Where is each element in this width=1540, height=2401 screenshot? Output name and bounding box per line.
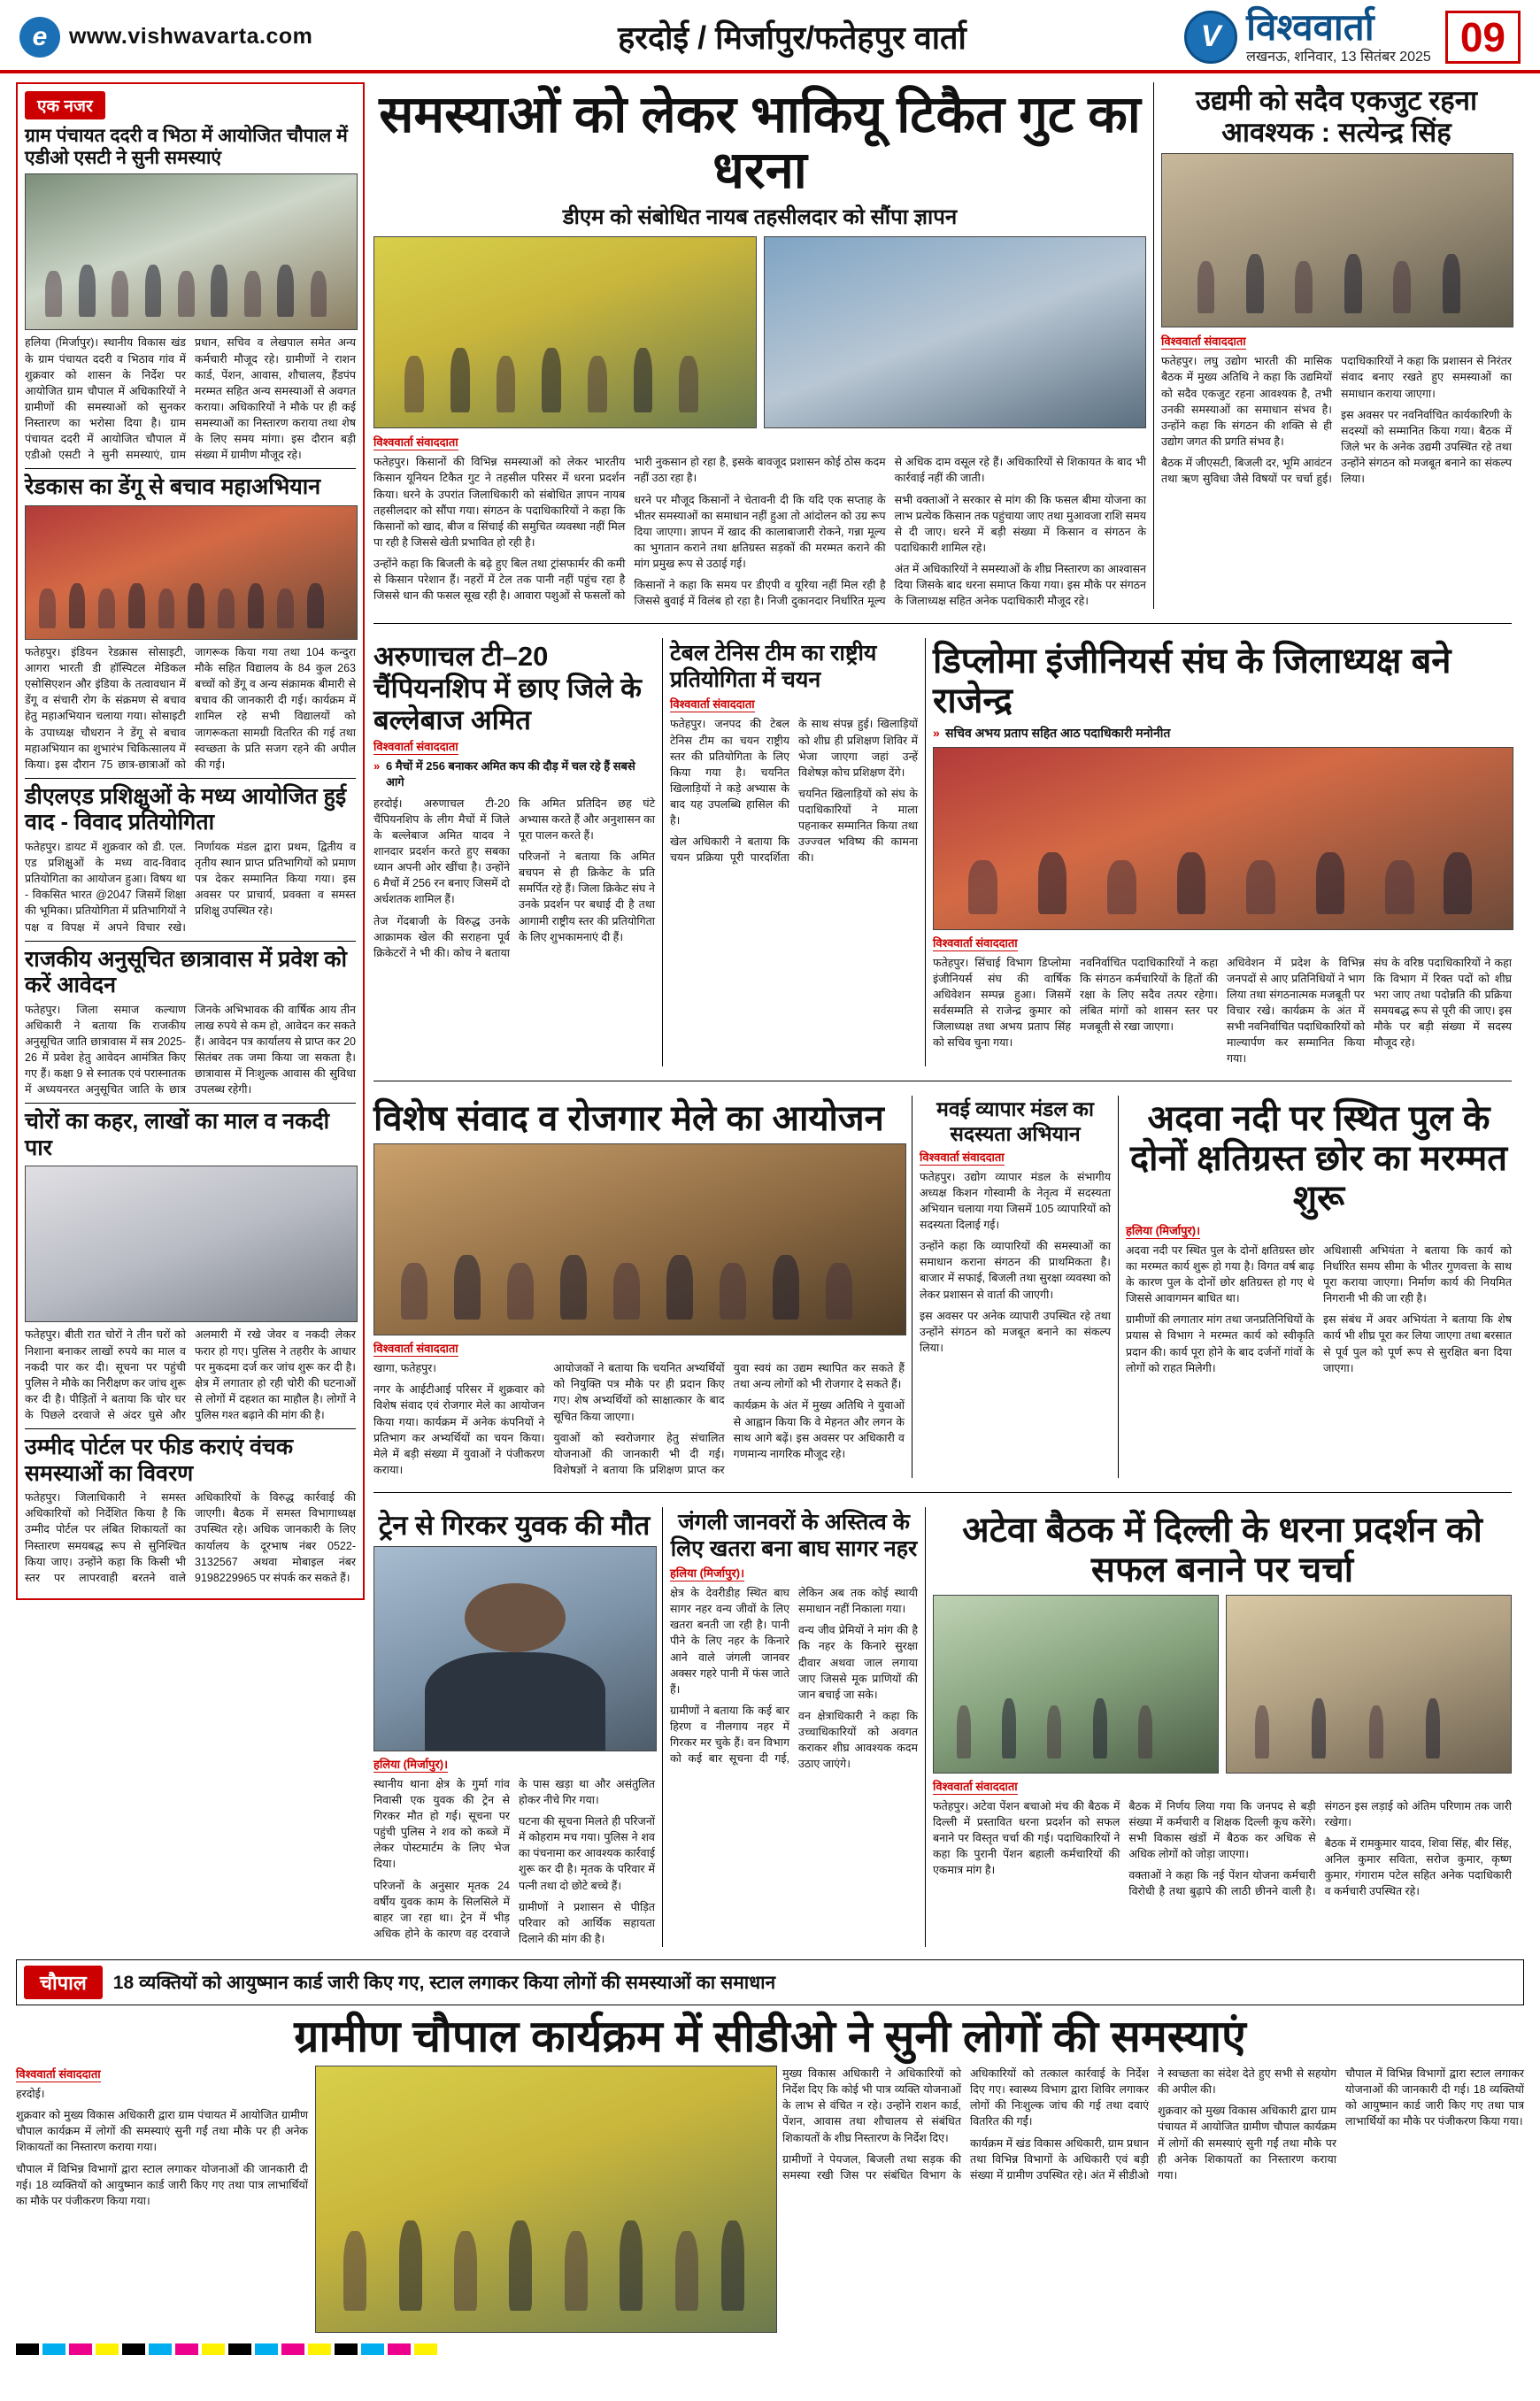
lead-story: [373, 82, 1146, 609]
divider: [25, 778, 356, 779]
chaupal-content: [16, 2066, 1524, 2333]
adwa-story: [1118, 1096, 1512, 1478]
wild-para: ग्रामीणों ने बताया कि कई बार हिरण व नीलगाय नहर में गिरकर मर चुके हैं। वन विभाग को कई बार सूचना दी गई, लेकिन अब तक कोई स्थायी समाधान नहीं निकाला गया।: [670, 1587, 918, 1766]
chaupal-headline: ग्रामीण चौपाल कार्यक्रम में सीडीओ ने सुनी लोगों की समस्याएं: [294, 2012, 1246, 2061]
photo-figures: [316, 2066, 776, 2332]
chaupal-para: चौपाल में विभिन्न विभागों द्वारा स्टाल लगाकर योजनाओं की जानकारी दी गई। 18 व्यक्तियों को आयुष्मान कार्ड जारी किए गए तथा पात्र लाभार्थियों का मौके पर पंजीकरण किया गया।: [16, 2162, 308, 2207]
table-tennis-story: [662, 638, 918, 1066]
special-dialogue-headline: विशेष संवाद व रोजगार मेले का आयोजन: [373, 1099, 884, 1139]
chaupal-para: कार्यक्रम में खंड विकास अधिकारी, ग्राम प्रधान तथा विभिन्न विभागों के अधिकारी एवं बड़ी संख्या में ग्रामीण उपस्थित रहे। अंत में सीडीओ ने स्वच्छता का संदेश देते हुए सभी से सहयोग की अपील की।: [970, 2067, 1336, 2182]
article-photo-diploma: [933, 747, 1513, 930]
mawai-body: [920, 1169, 1111, 1356]
chaupal-tag: चौपाल: [24, 1966, 103, 1999]
table-tennis-headline: टेबल टेनिस टीम का राष्ट्रीय प्रतियोगिता में चयन: [670, 641, 877, 692]
arunachal-para: तेज गेंदबाजी के विरुद्ध उनके आक्रामक खेल की सराहना पूर्व क्रिकेटरों ने भी की। कोच ने बताया कि अमित प्रतिदिन छह घंटे अभ्यास करते हैं और अनुशासन का पूरा पालन करते हैं।: [373, 796, 655, 959]
theft-body: फतेहपुर। बीती रात चोरों ने तीन घरों को निशाना बनाकर लाखों रुपये का माल व नकदी पार कर दी। सूचना पर पहुंची पुलिस ने मौके का निरीक्षण कर जांच शुरू कर दी है। पीड़ितों ने बताया कि चोर घर के पिछले दरवाजे से अंदर घुसे और अलमारी में रखे जेवर व नकदी लेकर फरार हो गए। पुलिस ने तहरीर के आधार पर मुकदमा दर्ज कर जांच शुरू कर दी है। क्षेत्र में लगातार हो रही चोरी की घटनाओं से लोगों में दहशत का माहौल है। लोगों ने पुलिस गश्त बढ़ाने की मांग की है।: [25, 1328, 356, 1421]
chaupal-para: चौपाल में विभिन्न विभागों द्वारा स्टाल लगाकर योजनाओं की जानकारी दी गई। 18 व्यक्तियों को आयुष्मान कार्ड जारी किए गए तथा पात्र लाभार्थियों का मौके पर पंजीकरण किया गया।: [1345, 2067, 1524, 2128]
brand: [1184, 6, 1431, 65]
divider: [25, 468, 356, 469]
article-photo-dharna-1: [373, 236, 757, 428]
ek-nazar-tag: एक नजर: [25, 91, 105, 119]
article-photo-udyami: [1161, 153, 1513, 327]
edition-line: हरदोई / मिर्जापुर/फतेहपुर वार्ता: [618, 19, 966, 56]
scholarship-headline: राजकीय अनुसूचित छात्रावास में प्रवेश को करें आवेदन: [25, 946, 347, 998]
arunachal-para: परिजनों ने बताया कि अमित बचपन से ही क्रिकेट के प्रति समर्पित रहे हैं। जिला क्रिकेट संघ ने उनके प्रदर्शन पर बधाई दी है तथा आगामी राष्ट्रीय स्तर की प्रतियोगिता के लिए शुभकामनाएं दी हैं।: [519, 850, 655, 943]
divider: [25, 941, 356, 942]
lead-para: किसानों ने कहा कि समय पर डीएपी व यूरिया नहीं मिल रही है जिससे बुवाई में विलंब हो रहा है। निजी दुकानदार निर्धारित मूल्य से अधिक दाम वसूल रहे हैं। अधिकारियों से शिकायत के बाद भी कार्रवाई नहीं की जाती।: [634, 456, 1146, 608]
chaupal-bar: [16, 1959, 1524, 2005]
cmyk-swatch: [388, 2343, 411, 2355]
mawai-para: फतेहपुर। उद्योग व्यापार मंडल के संभागीय अध्यक्ष किशन गोस्वामी के नेतृत्व में सदस्यता अभियान चलाया गया जिसमें 105 व्यापारियों को सदस्यता दिलाई गई।: [920, 1170, 1111, 1231]
page-number: 09: [1445, 11, 1521, 64]
sd-para: कार्यक्रम के अंत में मुख्य अतिथि ने युवाओं से आह्वान किया कि वे मेहनत और लगन के साथ आगे बढ़ें। इस अवसर पर अधिकारी व गणमान्य नागरिक मौजूद रहे।: [733, 1399, 905, 1460]
wild-story: [662, 1507, 918, 1947]
ateva-byline: विश्ववार्ता संवाददाता: [933, 1779, 1018, 1793]
lead-text: [373, 434, 1146, 609]
train-para: ग्रामीणों ने प्रशासन से पीड़ित परिवार को आर्थिक सहायता दिलाने की मांग की है।: [519, 1900, 655, 1945]
article-photo-chaupal-main: [315, 2066, 777, 2333]
wild-para: वन्य जीव प्रेमियों ने मांग की है कि नहर के किनारे सुरक्षा दीवार अथवा जाल लगाया जाए जिससे मूक प्राणियों की जान बचाई जा सके।: [798, 1624, 918, 1701]
udyami-para: फतेहपुर। लघु उद्योग भारती की मासिक बैठक में मुख्य अतिथि ने कहा कि उद्यमियों को सदैव एकजुट रहना आवश्यक है, तभी उनकी समस्याओं का समाधान संभव है। उन्होंने कहा कि संगठन की शक्ति से ही उद्योग जगत की प्रगति संभव है।: [1161, 355, 1332, 448]
chaupal-body: [782, 2066, 1524, 2183]
diploma-bullet: » सचिव अभय प्रताप सहित आठ पदाधिकारी मनोनीत: [933, 725, 1512, 743]
article-photo-dharna-2: [764, 236, 1147, 428]
wild-headline: जंगली जानवरों के अस्तित्व के लिए खतरा बना बाघ सागर नहर: [670, 1510, 918, 1561]
scholarship-body: फतेहपुर। जिला समाज कल्याण अधिकारी ने बताया कि राजकीय अनुसूचित जाति छात्रावास में सत्र 2025-26 में प्रवेश हेतु आवेदन आमंत्रित किए गए हैं। कक्षा 9 से स्नातक एवं परास्नातक में अध्ययनरत अनुसूचित जाति के छात्र जिनके अभिभावक की वार्षिक आय तीन लाख रुपये से कम हो, आवेदन कर सकते हैं। आवेदन पत्र कार्यालय से प्राप्त कर 20 सितंबर तक जमा किया जा सकता है। छात्रावास में निःशुल्क आवास की सुविधा उपलब्ध रहेगी।: [25, 1003, 356, 1097]
masthead-center: [480, 9, 1105, 65]
photo-figures: [374, 237, 756, 427]
lead-photos: [373, 236, 1146, 428]
divider: [373, 623, 1512, 624]
arunachal-para: हरदोई। अरुणाचल टी-20 चैंपियनशिप के लीग मैचों में जिले के बल्लेबाज अमित यादव ने शानदार प्रदर्शन करते हुए सबका ध्यान अपनी ओर खींचा है। उन्होंने 6 मैचों में 256 रन बनाए जिसमें दो अर्धशतक शामिल हैं।: [373, 796, 510, 906]
udyami-body: [1161, 353, 1512, 489]
cmyk-swatch: [308, 2343, 331, 2355]
arunachal-headline: अरुणाचल टी–20 चैंपियनशिप में छाए जिले के बल्लेबाज अमित: [373, 641, 642, 735]
sd-para: युवाओं को स्वरोजगार हेतु संचालित योजनाओं की जानकारी भी दी गई। विशेषज्ञों ने बताया कि प्रशिक्षण प्राप्त कर युवा स्वयं का उद्यम स्थापित कर सकते हैं तथा अन्य लोगों को भी रोजगार दे सकते हैं।: [553, 1362, 905, 1476]
dlead-body: फतेहपुर। डायट में शुक्रवार को डी. एल. एड प्रशिक्षुओं के मध्य वाद-विवाद प्रतियोगिता का आयोजन हुआ। विषय था - विकसित भारत @2047 जिसमें शिक्षा की भूमिका। प्रतियोगिता में प्रतिभागियों ने पक्ष व विपक्ष में अपने विचार रखे। निर्णायक मंडल द्वारा प्रथम, द्वितीय व तृतीय स्थान प्राप्त प्रतिभागियों को प्रमाण पत्र देकर सम्मानित किया गया। इस अवसर पर प्राचार्य, प्रवक्ता व समस्त प्रशिक्षु उपस्थित रहे।: [25, 840, 356, 934]
sd-para: आयोजकों ने बताया कि चयनित अभ्यर्थियों को नियुक्ति पत्र मौके पर ही प्रदान किए गए। शेष अभ्यर्थियों को साक्षात्कार के बाद सूचित किया जाएगा।: [553, 1362, 725, 1423]
lead-headline: समस्याओं को लेकर भाकियू टिकैत गुट का धरना: [379, 86, 1141, 199]
theft-headline: चोरों का कहर, लाखों का माल व नकदी पार: [25, 1109, 330, 1160]
sd-dateline: खागा, फतेहपुर।: [373, 1362, 437, 1375]
special-dialogue-byline: विश्ववार्ता संवाददाता: [373, 1342, 458, 1356]
mawai-para: इस अवसर पर अनेक व्यापारी उपस्थित रहे तथा उन्होंने संगठन को मजबूत बनाने का संकल्प लिया।: [920, 1309, 1111, 1354]
ateva-para: बैठक में रामकुमार यादव, शिवा सिंह, बीर सिंह, अनिल कुमार सविता, सरोज कुमार, कृष्ण कुमार, गंगाराम पटेल सहित अनेक पदाधिकारी व कर्मचारी उपस्थित रहे।: [1324, 1836, 1512, 1898]
portrait-face: [465, 1583, 566, 1652]
cmyk-swatch: [281, 2343, 304, 2355]
adwa-body: [1126, 1243, 1512, 1381]
train-headline: ट्रेन से गिरकर युवक की मौत: [378, 1510, 651, 1542]
adwa-para: अदवा नदी पर स्थित पुल के दोनों क्षतिग्रस्त छोर का मरम्मत कार्य शुरू हो गया है। विगत वर्ष बाढ़ के कारण पुल के दोनों छोर क्षतिग्रस्त हो गए थे जिससे आवागमन बाधित था।: [1126, 1243, 1314, 1305]
arunachal-bullet: » 6 मैचों में 256 बनाकर अमित कप की दौड़ में चल रहे हैं सबसे आगे: [373, 758, 655, 790]
site-url[interactable]: www.vishwavarta.com: [69, 24, 313, 49]
udyami-para: इस अवसर पर नवनिर्वाचित कार्यकारिणी के सदस्यों को सम्मानित किया गया। बैठक में जिले भर के अनेक उद्यमी उपस्थित रहे तथा उन्होंने संगठन को मजबूत बनाने का संकल्प लिया।: [1341, 408, 1512, 486]
lead-para: फतेहपुर। किसानों की विभिन्न समस्याओं को लेकर भारतीय किसान यूनियन टिकैत गुट ने तहसील परिसर में धरना प्रदर्शन किया। धरने के उपरांत जिलाधिकारी को संबोधित ज्ञापन नायब तहसीलदार को सौंपा गया। संगठन के पदाधिकारियों ने कहा कि किसानों को खाद, बीज व सिंचाई की समुचित व्यवस्था नहीं मिल पा रही है जिससे खेती प्रभावित हो रही है।: [373, 456, 626, 549]
photo-figures: [374, 1144, 905, 1335]
table-tennis-byline: विश्ववार्ता संवाददाता: [670, 697, 755, 712]
mawai-story: [912, 1096, 1111, 1478]
cmyk-swatch: [414, 2343, 437, 2355]
cmyk-swatch: [255, 2343, 278, 2355]
main-column: [373, 82, 1512, 1947]
photo-figures: [1227, 1596, 1511, 1773]
article-photo-dengue: [25, 505, 358, 640]
arunachal-story: [373, 638, 655, 1066]
divider: [25, 1428, 356, 1429]
ayushman-body: फतेहपुर। जिलाधिकारी ने समस्त अधिकारियों को निर्देशित किया है कि उम्मीद पोर्टल पर लंबित शिकायतों का निस्तारण समयबद्ध रूप से सुनिश्चित किया जाए। उन्होंने कहा कि किसी भी स्तर पर लापरवाही बरतने वाले अधिकारियों के विरुद्ध कार्रवाई की जाएगी। बैठक में समस्त विभागाध्यक्ष उपस्थित रहे। अधिक जानकारी के लिए कार्यालय के दूरभाष नंबर 0522-3132567 अथवा मोबाइल नंबर 9198229965 पर संपर्क कर सकते हैं।: [25, 1491, 356, 1584]
train-byline: हलिया (मिर्जापुर)।: [373, 1757, 449, 1771]
fourth-band: [373, 1507, 1512, 1947]
diploma-para: संघ के वरिष्ठ पदाधिकारियों ने कहा कि विभाग में रिक्त पदों को शीघ्र भरा जाए तथा पदोन्नति की प्रक्रिया समयबद्ध रूप से पूरी की जाए। इस मौके पर बड़ी संख्या में सदस्य मौजूद रहे।: [1374, 956, 1512, 1050]
top-section: [373, 82, 1512, 609]
ek-nazar-box: [16, 82, 365, 1600]
cmyk-swatch: [361, 2343, 384, 2355]
ek-nazar-body: हलिया (मिर्जापुर)। स्थानीय विकास खंड के ग्राम पंचायत ददरी व भिठाव गांव में शुक्रवार को शासन के निर्देश पर आयोजित ग्राम चौपाल में अधिकारियों ने ग्रामीणों की समस्याओं को सुनकर निस्तारण का भरोसा दिया है। ग्राम पंचायत ददरी में आयोजित चौपाल में एडीओ एसटी ने सुनी समस्याएं, ग्राम प्रधान, सचिव व लेखपाल समेत अन्य कर्मचारी मौजूद रहे। ग्रामीणों ने राशन कार्ड, पेंशन, आवास, शौचालय, हैंडपंप मरम्मत सहित अन्य समस्याओं से अवगत कराया। अधिकारियों ने मौके पर ही कई समस्याओं का निस्तारण कराया तथा शेष के लिए समय मांगा। इस दौरान बड़ी संख्या में ग्रामीण मौजूद रहे।: [25, 336, 356, 462]
photo-figures: [934, 748, 1513, 929]
tt-para: चयनित खिलाड़ियों को संघ के पदाधिकारियों ने माला पहनाकर सम्मानित किया तथा उज्ज्वल भविष्य की कामना की।: [798, 787, 918, 865]
diploma-para: अधिवेशन में प्रदेश के विभिन्न जनपदों से आए प्रतिनिधियों ने भाग लिया तथा संगठनात्मक मजबूती पर विचार रखे। कार्यक्रम के अंत में सभी नवनिर्वाचित पदाधिकारियों को माल्यार्पण कर सम्मानित किया गया।: [1227, 956, 1365, 1066]
masthead-left: [19, 9, 480, 65]
cmyk-swatch: [122, 2343, 145, 2355]
dengue-headline: रेडकास का डेंगू से बचाव महाअभियान: [25, 474, 321, 500]
udyami-para: बैठक में जीएसटी, बिजली दर, भूमि आवंटन तथा ऋण सुविधा जैसे विषयों पर चर्चा हुई। पदाधिकारियों ने कहा कि प्रशासन से निरंतर संवाद बनाए रखते हुए समस्याओं का समाधान कराया जाएगा।: [1161, 355, 1512, 486]
cmyk-registration-strip: [0, 2338, 1540, 2366]
cmyk-swatch: [202, 2343, 225, 2355]
adwa-para: इस संबंध में अवर अभियंता ने बताया कि शेष कार्य भी शीघ्र पूरा कर लिया जाएगा तथा बरसात से पूर्व पुल को पूर्ण रूप से सुरक्षित बना दिया जाएगा।: [1323, 1313, 1512, 1374]
diploma-body: [933, 955, 1512, 1067]
chaupal-byline: विश्ववार्ता संवाददाता: [16, 2067, 101, 2081]
adwa-byline: हलिया (मिर्जापुर)।: [1126, 1223, 1201, 1237]
cmyk-swatch: [335, 2343, 358, 2355]
mawai-headline: मवई व्यापार मंडल का सदस्यता अभियान: [936, 1097, 1094, 1146]
diploma-para: नवनिर्वाचित पदाधिकारियों ने कहा कि संगठन कर्मचारियों के हितों की रक्षा के लिए सदैव तत्पर रहेगा। लंबित मांगों को शासन स्तर पर मजबूती से रखा जाएगा।: [1080, 956, 1218, 1034]
photo-figures: [26, 506, 357, 639]
lead-byline: विश्ववार्ता संवाददाता: [373, 435, 458, 450]
train-story: [373, 1507, 655, 1947]
diploma-para: फतेहपुर। सिंचाई विभाग डिप्लोमा इंजीनियर्स संघ की वार्षिक अधिवेशन सम्पन्न हुआ। जिसमें सर्वसम्मति से राजेन्द्र कुमार को जिलाध्यक्ष तथा अभय प्रताप सिंह को सचिव चुना गया।: [933, 956, 1071, 1050]
special-dialogue-story: [373, 1096, 905, 1478]
arunachal-body: [373, 796, 655, 961]
table-tennis-body: [670, 716, 918, 868]
brand-text: [1246, 6, 1431, 65]
train-body: [373, 1776, 655, 1947]
epaper-logo-icon: e: [19, 17, 60, 58]
page-content: [0, 73, 1540, 1959]
article-photo-ateva-1: [933, 1595, 1219, 1774]
ek-nazar-intro: ग्राम पंचायत ददरी व भिठा में आयोजित चौपाल में एडीओ एसटी ने सुनी समस्याएं: [25, 126, 348, 169]
chaupal-dateline: हरदोई।: [16, 2088, 45, 2100]
train-para: स्थानीय थाना क्षेत्र के गुर्मा गांव निवासी एक युवक की ट्रेन से गिरकर मौत हो गई। सूचना पर पहुंची पुलिस ने शव को कब्जे में लेकर पोस्टमार्टम के लिए भेज दिया।: [373, 1777, 510, 1871]
photo-figures: [934, 1596, 1218, 1773]
masthead: [0, 0, 1540, 73]
mawai-para: उन्होंने कहा कि व्यापारियों की समस्याओं का समाधान कराना संगठन की प्राथमिकता है। बाजार में सफाई, बिजली तथा सुरक्षा व्यवस्था को लेकर प्रशासन से वार्ता की जाएगी।: [920, 1240, 1111, 1301]
dlead-headline: डीएलएड प्रशिक्षुओं के मध्य आयोजित हुई वाद - विवाद प्रतियोगिता: [25, 783, 347, 835]
ateva-para: वक्ताओं ने कहा कि नई पेंशन योजना कर्मचारी विरोधी है तथा बुढ़ापे की लाठी छीनने वाली है। संगठन इस लड़ाई को अंतिम परिणाम तक जारी रखेगा।: [1128, 1799, 1512, 1898]
lead-body: [373, 454, 1146, 609]
adwa-para: अधिशासी अभियंता ने बताया कि कार्य को निर्धारित समय सीमा के भीतर गुणवत्ता के साथ पूरा कराया जाएगा। निर्माण कार्य की नियमित निगरानी भी की जा रही है।: [1323, 1243, 1512, 1305]
diploma-byline: विश्ववार्ता संवाददाता: [933, 935, 1018, 950]
lead-para: धरने पर मौजूद किसानों ने चेतावनी दी कि यदि एक सप्ताह के भीतर समस्याओं का समाधान नहीं हुआ तो आंदोलन को उग्र रूप दिया जाएगा। ज्ञापन में खाद की कालाबाजारी रोकने, गन्ना मूल्य का भुगतान कराने तथा क्षतिग्रस्त सड़कों की मरम्मत कराने की मांग प्रमुख रूप से उठाई गई।: [634, 493, 886, 570]
tt-para: फतेहपुर। जनपद की टेबल टेनिस टीम का चयन राष्ट्रीय स्तर की प्रतियोगिता के लिए किया गया है। चयनित खिलाड़ियों ने कड़े अभ्यास के बाद यह उपलब्धि हासिल की है।: [670, 718, 789, 827]
article-photo-theft: [25, 1166, 358, 1322]
cmyk-swatch: [228, 2343, 251, 2355]
chaupal-para: शुक्रवार को मुख्य विकास अधिकारी द्वारा ग्राम पंचायत में आयोजित ग्रामीण चौपाल कार्यक्रम में लोगों की समस्याएं सुनी गईं तथा मौके पर ही अनेक शिकायतों का निस्तारण कराया गया।: [1158, 2105, 1336, 2182]
divider: [373, 1492, 1512, 1493]
cmyk-swatch: [175, 2343, 198, 2355]
chaupal-para: ग्रामीणों ने पेयजल, बिजली तथा सड़क की समस्या रखी जिस पर संबंधित विभाग के अधिकारियों को तत्काल कार्रवाई के निर्देश दिए गए। स्वास्थ्य विभाग द्वारा शिविर लगाकर लोगों की निःशुल्क जांच की गई तथा दवाएं वितरित की गईं।: [782, 2067, 1149, 2182]
cmyk-swatch: [42, 2343, 65, 2355]
udyami-headline: उद्यमी को सदैव एकजुट रहना आवश्यक : सत्येन्द्र सिंह: [1196, 85, 1477, 148]
wild-para: क्षेत्र के देवरीडीह स्थित बाघ सागर नहर वन्य जीवों के लिए खतरा बनती जा रही है। पानी पीने के लिए नहर के किनारे आने वाले जंगली जानवर अक्सर गहरे पानी में फंस जाते हैं।: [670, 1587, 789, 1696]
lead-para: अंत में अधिकारियों ने समस्याओं के शीघ्र निस्तारण का आश्वासन दिया जिसके बाद धरना समाप्त किया गया। इस मौके पर संगठन के जिलाध्यक्ष सहित अनेक पदाधिकारी मौजूद रहे।: [894, 563, 1146, 608]
udyami-story: [1153, 82, 1512, 609]
wild-para: वन क्षेत्राधिकारी ने कहा कि उच्चाधिकारियों को अवगत कराकर शीघ्र आवश्यक कदम उठाए जाएंगे।: [798, 1709, 918, 1771]
divider: [25, 1103, 356, 1104]
chaupal-left-text: [16, 2066, 308, 2333]
train-para: घटना की सूचना मिलते ही परिजनों में कोहराम मच गया। पुलिस ने शव का पंचनामा कर आवश्यक कार्रवाई शुरू कर दी है। मृतक के परिवार में पत्नी तथा दो छोटे बच्चे हैं।: [519, 1815, 655, 1892]
article-photo-chaupal: [25, 173, 358, 330]
article-photo-ateva-2: [1226, 1595, 1512, 1774]
cmyk-swatch: [69, 2343, 92, 2355]
train-para: परिजनों के अनुसार मृतक 24 वर्षीय युवक काम के सिलसिले में बाहर जा रहा था। ट्रेन में भीड़ अधिक होने के कारण वह दरवाजे के पास खड़ा था और असंतुलित होकर नीचे गिर गया।: [373, 1777, 655, 1940]
dengue-body: फतेहपुर। इंडियन रेडक्रास सोसाइटी, आगरा भारती डी हॉस्पिटल मेडिकल एसोसिएशन और इंडिया के तत्वावधान में डेंगू व संचारी रोग के संक्रमण से बचाव हेतु महाअभियान चलाया गया। सोसाइटी के उपाध्यक्ष चौधरान ने डेंगू से बचाव महाअभियान का शुभारंभ चिकित्सालय में किया। इस दौरान 75 छात्र-छात्राओं को जागरूक किया गया तथा 104 कन्दुरा मौके सहित विद्यालय के 84 कुल 263 बच्चों को डेंगू व अन्य संक्रामक बीमारी से बचाव की जानकारी दी गई। कार्यक्रम में शामिल रहे सभी विद्यालयों को जागरूकता सामग्री वितरित की गई तथा स्वच्छता के प्रति सजग रहने की अपील की गई।: [25, 645, 356, 771]
ateva-headline: अटेवा बैठक में दिल्ली के धरना प्रदर्शन को सफल बनाने पर चर्चा: [962, 1511, 1482, 1589]
arunachal-byline: विश्ववार्ता संवाददाता: [373, 740, 458, 754]
wild-byline: हलिया (मिर्जापुर)।: [670, 1566, 745, 1581]
ateva-photos: [933, 1595, 1512, 1774]
chaupal-right-text: [782, 2066, 1524, 2333]
chaupal-section: [0, 1959, 1540, 2338]
cmyk-swatch: [96, 2343, 119, 2355]
mawai-byline: विश्ववार्ता संवाददाता: [920, 1150, 1005, 1164]
chaupal-para: शुक्रवार को मुख्य विकास अधिकारी द्वारा ग्राम पंचायत में आयोजित ग्रामीण चौपाल कार्यक्रम में लोगों की समस्याएं सुनी गईं तथा मौके पर ही अनेक शिकायतों का निस्तारण कराया गया।: [16, 2109, 308, 2154]
chaupal-para: मुख्य विकास अधिकारी ने अधिकारियों को निर्देश दिए कि कोई भी पात्र व्यक्ति योजनाओं के लाभ से वंचित न रहे। उन्होंने राशन कार्ड, पेंशन, आवास तथा शौचालय से संबंधित शिकायतों के शीघ्र निस्तारण के निर्देश दिए।: [782, 2067, 961, 2144]
ayushman-headline: उम्मीद पोर्टल पर फीड कराएं वंचक समस्याओं का विवरण: [25, 1435, 294, 1486]
chaupal-bar-text: 18 व्यक्तियों को आयुष्मान कार्ड जारी किए गए, स्टाल लगाकर किया लोगों की समस्याओं का समाधान: [112, 1973, 776, 1993]
lead-para: उन्होंने कहा कि बिजली के बढ़े हुए बिल तथा ट्रांसफार्मर की कमी से किसान परेशान हैं। नहरों में टेल तक पानी नहीं पहुंच रहा है जिससे धान की फसल सूख रही है। आवारा पशुओं से फसलों को भारी नुकसान हो रहा है, इसके बावजूद प्रशासन कोई ठोस कदम नहीं उठा रहा है।: [373, 456, 886, 603]
left-column: [16, 82, 365, 1947]
ateva-story: [925, 1507, 1512, 1947]
cmyk-swatch: [16, 2343, 39, 2355]
chaupal-photo-wrap: [315, 2066, 775, 2333]
diploma-story: [925, 638, 1512, 1066]
brand-name: विश्ववार्ता: [1246, 6, 1374, 48]
lead-para: सभी वक्ताओं ने सरकार से मांग की कि फसल बीमा योजना का लाभ प्रत्येक किसान तक पहुंचाया जाए तथा मुआवजा राशि समय से दी जाए। धरने में बड़ी संख्या में किसान व संगठन के पदाधिकारी शामिल रहे।: [894, 493, 1146, 554]
udyami-byline: विश्ववार्ता संवाददाता: [1161, 335, 1246, 349]
adwa-para: ग्रामीणों की लगातार मांग तथा जनप्रतिनिधियों के प्रयास से विभाग ने मरम्मत कार्य को स्वीकृति प्रदान की। कार्य पूरा होने के बाद दर्जनों गांवों के लोगों को राहत मिलेगी।: [1126, 1313, 1314, 1374]
brand-subline: लखनऊ, शनिवार, 13 सितंबर 2025: [1246, 50, 1431, 65]
second-band: [373, 638, 1512, 1066]
lead-subhead: डीएम को संबोधित नायब तहसीलदार को सौंपा ज्ञापन: [562, 205, 958, 230]
wild-body: [670, 1585, 918, 1772]
photo-figures: [26, 174, 357, 329]
special-dialogue-body: [373, 1360, 905, 1478]
globe-icon: V: [1184, 11, 1237, 64]
portrait-body: [425, 1652, 605, 1750]
masthead-right: [1105, 6, 1521, 65]
third-band: [373, 1096, 1512, 1478]
ateva-para: बैठक में निर्णय लिया गया कि जनपद से बड़ी संख्या में कर्मचारी व शिक्षक दिल्ली कूच करेंगे। सभी विकास खंडों में बैठक कर अधिक से अधिक लोगों को जोड़ा जाएगा।: [1128, 1799, 1316, 1861]
sd-para: नगर के आईटीआई परिसर में शुक्रवार को विशेष संवाद एवं रोजगार मेले का आयोजन किया गया। कार्यक्रम में अनेक कंपनियों ने प्रतिभाग कर अभ्यर्थियों का चयन किया। मेले में बड़ी संख्या में युवाओं ने पंजीकरण कराया।: [373, 1383, 545, 1476]
ateva-para: फतेहपुर। अटेवा पेंशन बचाओ मंच की बैठक में दिल्ली में प्रस्तावित धरना प्रदर्शन को सफल बनाने पर विस्तृत चर्चा की गई। पदाधिकारियों ने कहा कि पुरानी पेंशन बहाली कर्मचारियों की एकमात्र मांग है।: [933, 1799, 1120, 1877]
photo-figures: [1162, 154, 1513, 327]
cmyk-swatch: [149, 2343, 172, 2355]
diploma-headline: डिप्लोमा इंजीनियर्स संघ के जिलाध्यक्ष बने राजेन्द्र: [933, 642, 1451, 721]
tt-para: खेल अधिकारी ने बताया कि चयन प्रक्रिया पूरी पारदर्शिता के साथ संपन्न हुई। खिलाड़ियों को शीघ्र ही प्रशिक्षण शिविर में भेजा जाएगा जहां उन्हें विशेषज्ञ कोच प्रशिक्षण देंगे।: [670, 718, 918, 865]
ateva-body: [933, 1798, 1512, 1900]
adwa-headline: अदवा नदी पर स्थित पुल के दोनों क्षतिग्रस्त छोर का मरम्मत शुरू: [1129, 1099, 1508, 1219]
article-photo-rozgar-mela: [373, 1143, 906, 1335]
article-photo-portrait: [373, 1546, 657, 1751]
